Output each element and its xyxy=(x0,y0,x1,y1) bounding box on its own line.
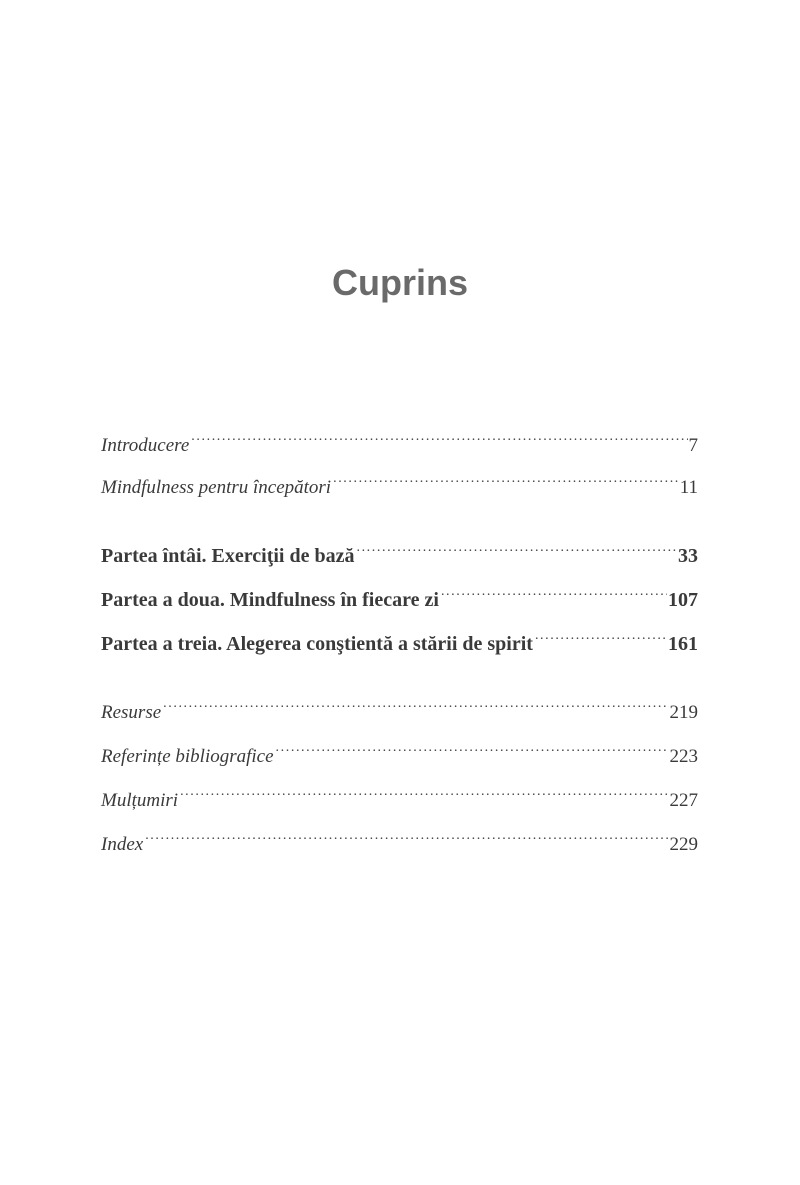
toc-entry-partea-intai[interactable] xyxy=(101,532,698,567)
toc-entry-introducere[interactable] xyxy=(101,421,698,456)
dot-leader xyxy=(191,421,687,451)
toc-entry-multumiri[interactable] xyxy=(101,776,698,811)
dot-leader xyxy=(163,688,668,718)
dot-leader xyxy=(535,620,667,650)
dot-leader xyxy=(441,576,667,606)
dot-leader xyxy=(276,732,669,762)
toc-entry-title: Index xyxy=(101,834,144,855)
toc-entry-referinte-bibliografice[interactable] xyxy=(101,732,698,767)
toc-entry-page-number: 11 xyxy=(679,477,698,498)
toc-entry-title: Resurse xyxy=(101,702,162,723)
toc-entry-page-number: 161 xyxy=(668,633,698,655)
toc-entry-mindfulness-pentru-incepatori[interactable] xyxy=(101,463,698,498)
toc-entry-title: Mindfulness pentru începători xyxy=(101,477,332,498)
page-title: Cuprins xyxy=(331,262,468,303)
toc-entry-title: Introducere xyxy=(101,435,190,456)
toc-entry-title: Partea a doua. Mindfulness în fiecare zi xyxy=(101,589,439,611)
toc-entry-index[interactable] xyxy=(101,820,698,855)
toc-entry-page-number: 223 xyxy=(669,746,698,767)
toc-entry-page-number: 219 xyxy=(669,702,698,723)
toc-entry-title: Mulțumiri xyxy=(101,790,179,811)
toc-entry-page-number: 229 xyxy=(669,834,698,855)
dot-leader xyxy=(356,532,677,562)
toc-entry-resurse[interactable] xyxy=(101,688,698,723)
toc-entry-title: Partea a treia. Alegerea conştientă a stării de spirit xyxy=(101,633,533,655)
toc-entry-title: Partea întâi. Exerciţii de bază xyxy=(101,545,355,567)
dot-leader xyxy=(180,776,668,806)
toc-entry-partea-a-doua[interactable] xyxy=(101,576,698,611)
toc-entry-partea-a-treia[interactable] xyxy=(101,620,698,655)
toc-entry-page-number: 107 xyxy=(668,589,698,611)
toc-entry-page-number: 227 xyxy=(669,790,698,811)
dot-leader xyxy=(145,820,668,850)
toc-entry-page-number: 33 xyxy=(678,545,698,567)
toc-entry-title: Referințe bibliografice xyxy=(101,746,274,767)
toc-entry-page-number: 7 xyxy=(688,435,698,456)
dot-leader xyxy=(333,463,679,493)
